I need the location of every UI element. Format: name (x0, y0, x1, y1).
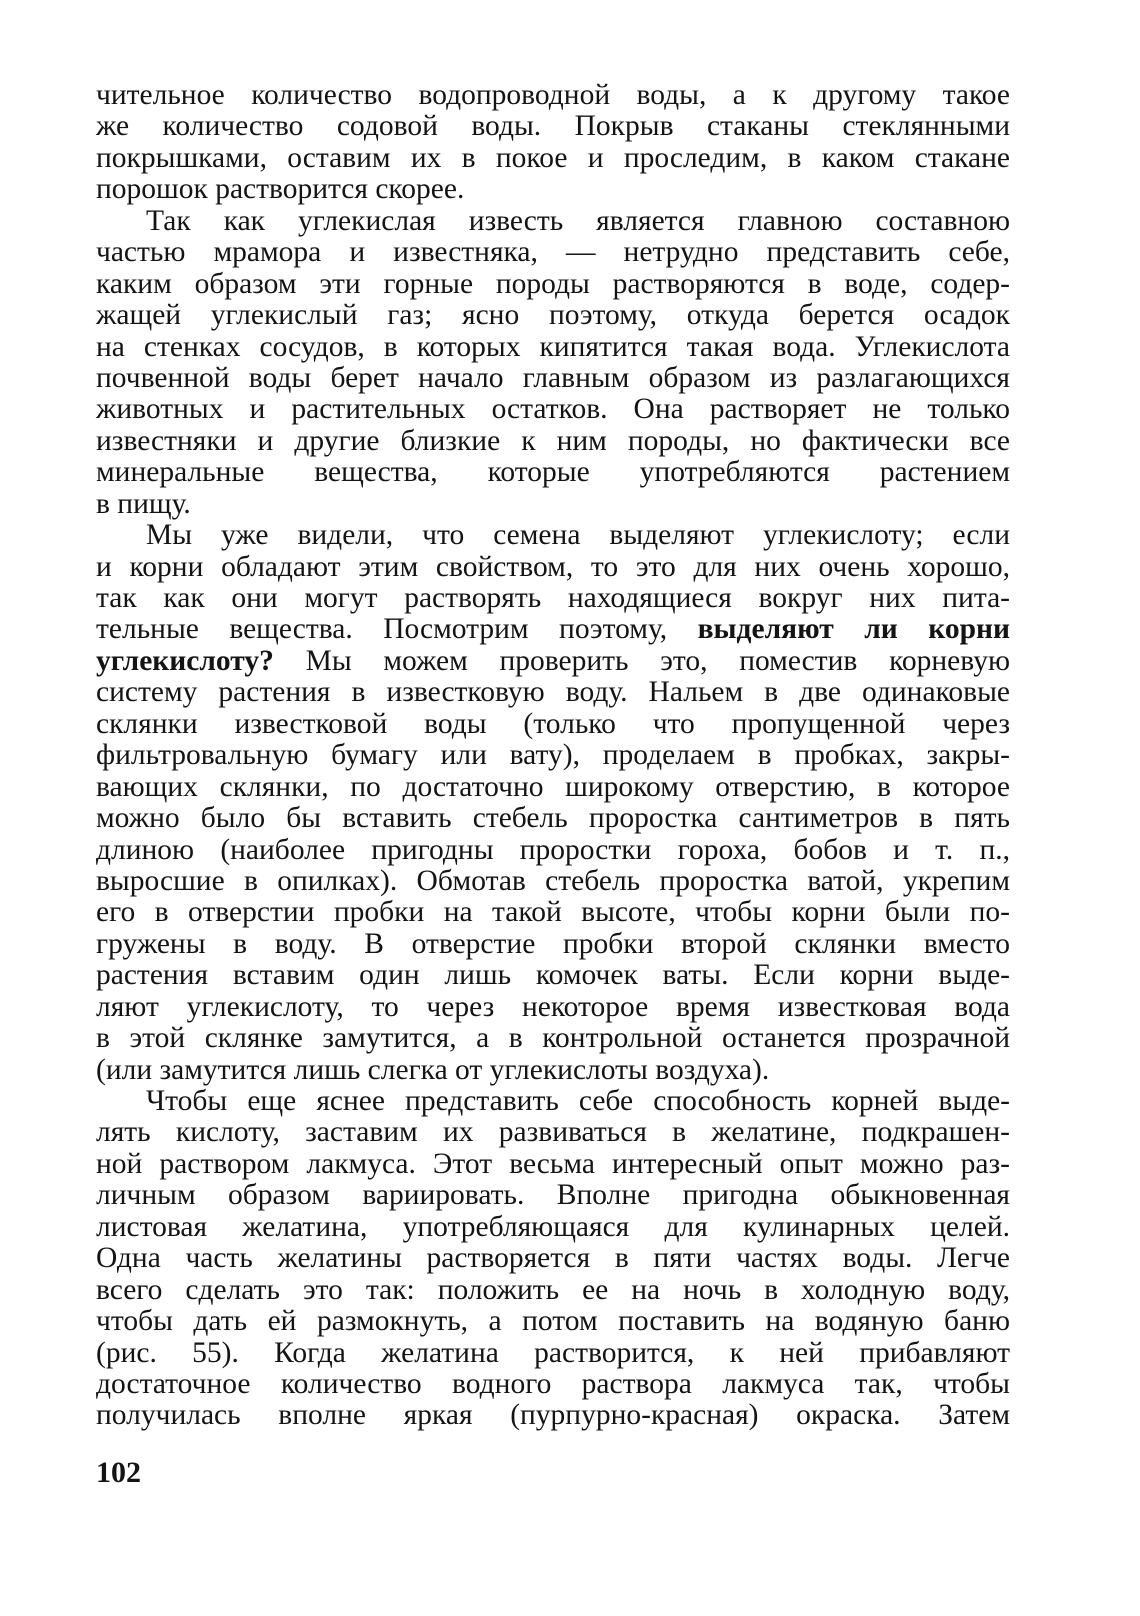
text-line (96, 143, 1010, 174)
text-segment: на стенках сосудов, в которых кипятится такая вода. Углекислота (96, 330, 1010, 363)
text-line (96, 1180, 1010, 1211)
text-line (96, 1306, 1010, 1337)
text-segment: чтобы дать ей размокнуть, а потом поставить на водяную баню (96, 1305, 1010, 1338)
text-segment: (рис. 55). Когда желатина растворится, к ней прибавляют (96, 1336, 1010, 1369)
text-segment: же количество содовой воды. Покрыв стаканы стеклянными (96, 110, 1010, 143)
text-line (96, 803, 1010, 834)
text-segment: порошок растворится скорее. (96, 173, 465, 206)
paragraph (96, 206, 1010, 520)
text-line (96, 1212, 1010, 1243)
text-segment: тельные вещества. Посмотрим поэтому, (96, 613, 698, 646)
text-line (96, 237, 1010, 268)
text-segment: почвенной воды берет начало главным образом из разлагающихся (96, 361, 1010, 394)
page-number: 102 (96, 1456, 141, 1489)
text-line (96, 1117, 1010, 1148)
text-line (96, 866, 1010, 897)
text-line (96, 740, 1010, 771)
text-segment: ляют углекислоту, то через некоторое время известковая вода (96, 990, 1010, 1023)
text-segment: так как они могут растворять находящиеся вокруг них пита- (96, 582, 1010, 614)
text-segment: гружены в воду. В отверстие пробки второй склянки вместо (96, 927, 1010, 960)
text-line (96, 992, 1010, 1023)
text-line (96, 300, 1010, 331)
body-text (96, 80, 1010, 1432)
bold-phrase: выделяют ли корни (697, 613, 1010, 646)
text-segment: чительное количество водопроводной воды, а к другому такое (96, 79, 1010, 111)
text-segment: покрышками, оставим их в покое и проследим, в каком стакане (96, 141, 1010, 174)
text-segment: известняки и другие близкие к ним породы, но фактически все (96, 424, 1010, 457)
text-segment: всего сделать это так: положить ее на ночь в холодную воду, (96, 1273, 1010, 1306)
text-segment: ной раствором лакмуса. Этот весьма интересный опыт можно раз- (96, 1147, 1010, 1180)
text-segment: жащей углекислый газ; ясно поэтому, откуда берется осадок (96, 299, 1010, 332)
text-segment: лять кислоту, заставим их развиваться в желатине, подкрашен- (96, 1116, 1010, 1149)
text-line (96, 1243, 1010, 1274)
bold-phrase: углекислоту? (96, 644, 274, 677)
text-segment: получилась вполне яркая (пурпурно-красная) окраска. Затем (96, 1399, 1010, 1432)
text-line (96, 206, 1010, 237)
text-line (96, 677, 1010, 708)
text-segment: (или замутится лишь слегка от углекислоты воздуха). (96, 1053, 770, 1086)
text-line (96, 489, 1010, 520)
text-line (96, 1369, 1010, 1400)
text-segment: длиною (наиболее пригодны проростки гороха, бобов и т. п., (96, 833, 1010, 866)
text-segment: минеральные вещества, которые употребляются растением (96, 456, 1010, 489)
text-line (96, 457, 1010, 488)
text-line (96, 897, 1010, 928)
text-line (96, 269, 1010, 300)
text-line (96, 1149, 1010, 1180)
text-segment: систему растения в известковую воду. Нальем в две одинаковые (96, 676, 1010, 709)
text-line (96, 1400, 1010, 1431)
text-line (96, 646, 1010, 677)
text-line (96, 394, 1010, 425)
text-line (96, 1338, 1010, 1369)
text-line (96, 332, 1010, 363)
text-segment: вающих склянки, по достаточно широкому отверстию, в которое (96, 770, 1010, 803)
text-line (96, 583, 1010, 614)
text-segment: достаточное количество водного раствора лакмуса так, чтобы (96, 1367, 1010, 1400)
text-line (96, 709, 1010, 740)
paragraph (96, 80, 1010, 206)
text-segment: в этой склянке замутится, а в контрольной останется прозрачной (96, 1022, 1010, 1055)
text-segment: животных и растительных остатков. Она растворяет не только (96, 393, 1010, 426)
text-segment: каким образом эти горные породы растворяются в воде, содер- (96, 267, 1010, 300)
text-line (96, 174, 1010, 205)
text-line (96, 1055, 1010, 1086)
text-line (96, 835, 1010, 866)
text-line (96, 1023, 1010, 1054)
text-line (96, 614, 1010, 645)
text-segment: растения вставим один лишь комочек ваты. Если корни выде- (96, 959, 1010, 992)
text-line (96, 1275, 1010, 1306)
text-line (96, 929, 1010, 960)
text-segment: Чтобы еще яснее представить себе способность корней выде- (146, 1085, 1010, 1117)
text-segment: частью мрамора и известняка, — нетрудно представить себе, (96, 236, 1010, 269)
text-line (96, 111, 1010, 142)
text-segment: Мы можем проверить это, поместив корневую (273, 644, 1010, 677)
text-line (96, 960, 1010, 991)
paragraph (96, 1086, 1010, 1432)
text-line (96, 772, 1010, 803)
text-line (96, 363, 1010, 394)
text-line (96, 1086, 1010, 1117)
paragraph (96, 520, 1010, 1086)
text-segment: листовая желатина, употребляющаяся для кулинарных целей. (96, 1210, 1010, 1243)
text-segment: Одна часть желатины растворяется в пяти частях воды. Легче (96, 1242, 1010, 1275)
text-segment: Мы уже видели, что семена выделяют углекислоту; если (146, 519, 1010, 552)
text-segment: и корни обладают этим свойством, то это для них очень хорошо, (96, 550, 1010, 583)
text-line (96, 80, 1010, 111)
text-segment: фильтровальную бумагу или вату), проделаем в пробках, закры- (96, 739, 1010, 772)
text-segment: личным образом вариировать. Вполне пригодна обыкновенная (96, 1179, 1010, 1212)
text-line (96, 520, 1010, 551)
text-segment: выросшие в опилках). Обмотав стебель проростка ватой, укрепим (96, 864, 1010, 897)
text-segment: можно было бы вставить стебель проростка сантиметров в пять (96, 802, 1010, 835)
text-segment: склянки известковой воды (только что пропущенной через (96, 707, 1010, 740)
text-segment: его в отверстии пробки на такой высоте, чтобы корни были по- (96, 896, 1010, 929)
text-segment: Так как углекислая известь является главною составною (146, 204, 1010, 237)
text-segment: в пищу. (96, 487, 191, 520)
text-line (96, 426, 1010, 457)
text-line (96, 552, 1010, 583)
